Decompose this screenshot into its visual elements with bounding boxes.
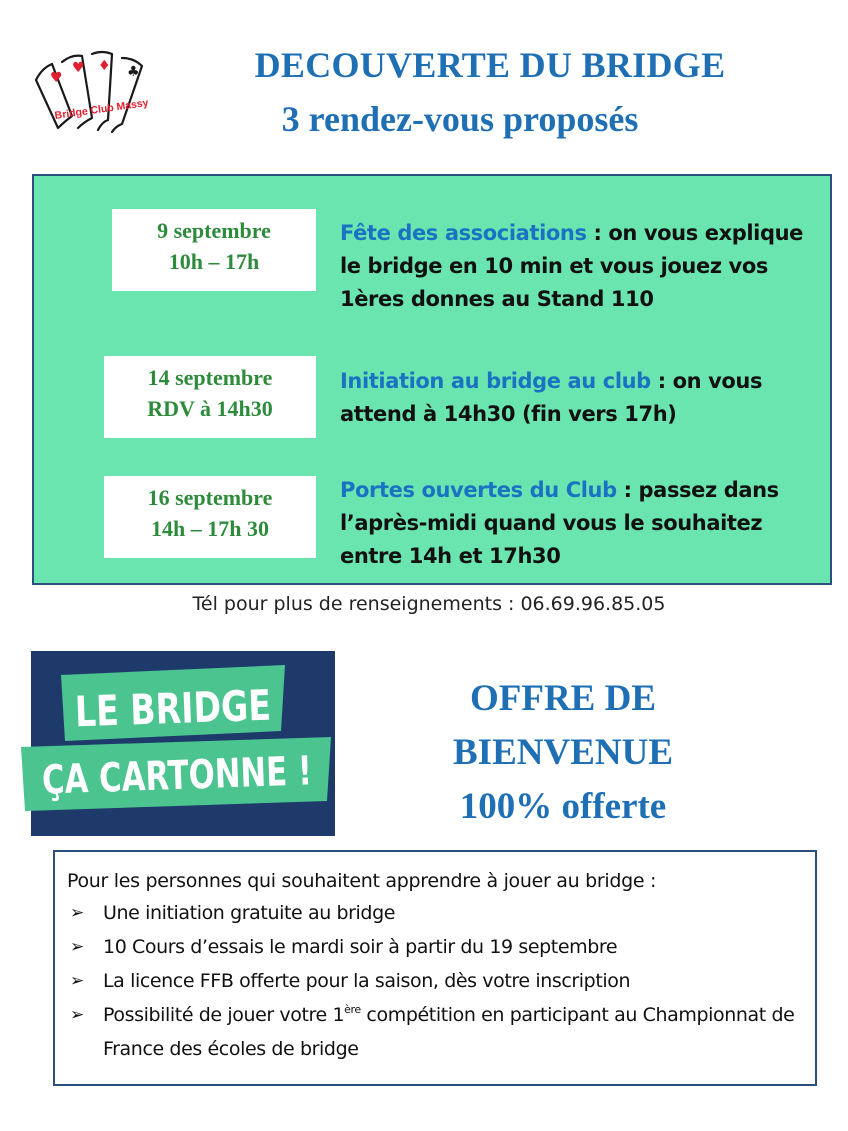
offer-line: OFFRE DE (469, 678, 657, 719)
promo-banner (31, 651, 394, 836)
event-time: 14h – 17h 30 (151, 516, 269, 541)
banner-line1: LE BRIDGE (74, 678, 324, 737)
arrowhead-icon: ➢ (70, 1005, 84, 1025)
svg-text:♥: ♥ (50, 70, 63, 86)
list-item-text: 10 Cours d’essais le mardi soir à partir du 19 septembre (103, 936, 618, 958)
svg-text:♣: ♣ (127, 64, 140, 80)
list-item (67, 930, 803, 964)
event-date: 9 septembre (157, 218, 271, 243)
benefits-list (67, 896, 803, 1066)
offer-line: BIENVENUE (453, 732, 673, 773)
event-description (340, 474, 826, 573)
event-details: : on vous attend à 14h30 (fin vers 17h) (340, 369, 763, 426)
event-name: Initiation au bridge au club (340, 369, 651, 393)
banner-line2: ÇA CARTONNE ! (41, 745, 394, 804)
info-intro: Pour les personnes qui souhaitent apprendre à jouer au bridge : (67, 870, 657, 892)
event-name: Fête des associations (340, 221, 587, 245)
list-item-text: Possibilité de jouer votre 1 (103, 1004, 345, 1026)
list-item-text: La licence FFB offerte pour la saison, dès votre inscription (103, 970, 631, 992)
event-time: 10h – 17h (168, 249, 260, 274)
arrowhead-icon: ➢ (70, 971, 84, 991)
arrowhead-icon: ➢ (70, 937, 84, 957)
svg-text:♦: ♦ (98, 58, 111, 74)
event-date: 16 septembre (147, 485, 273, 510)
list-item (67, 964, 803, 998)
event-date: 14 septembre (147, 365, 273, 390)
event-time: RDV à 14h30 (147, 396, 273, 421)
welcome-offer (408, 672, 718, 834)
event-details: : passez dans l’après-midi quand vous le souhaitez entre 14h et 17h30 (340, 478, 779, 568)
list-item (67, 896, 803, 930)
event-description (340, 365, 826, 431)
event-date-box (104, 476, 316, 558)
offer-line: 100% offerte (459, 786, 667, 827)
event-date-box (112, 209, 316, 291)
arrowhead-icon: ➢ (70, 903, 84, 923)
events-panel (32, 174, 832, 585)
event-name: Portes ouvertes du Club (340, 478, 617, 502)
event-details: : on vous explique le bridge en 10 min et vous jouez vos 1ères donnes au Stand 110 (340, 221, 803, 311)
list-item (67, 998, 803, 1066)
info-box (53, 850, 817, 1086)
event-description (340, 217, 826, 316)
logo-text: Bridge Club Massy (53, 96, 150, 122)
event-date-box (104, 356, 316, 438)
contact-phone: Tél pour plus de renseignements : 06.69.96.85.05 (192, 593, 666, 615)
page-subtitle: 3 rendez-vous proposés (281, 99, 639, 139)
ordinal-superscript: ère (344, 1003, 361, 1016)
page-title: DECOUVERTE DU BRIDGE (254, 45, 726, 85)
svg-text:♥: ♥ (72, 60, 85, 76)
list-item-text: Une initiation gratuite au bridge (103, 902, 396, 924)
list-item-text: compétition en participant au Championnat de France des écoles de bridge (103, 1004, 795, 1060)
